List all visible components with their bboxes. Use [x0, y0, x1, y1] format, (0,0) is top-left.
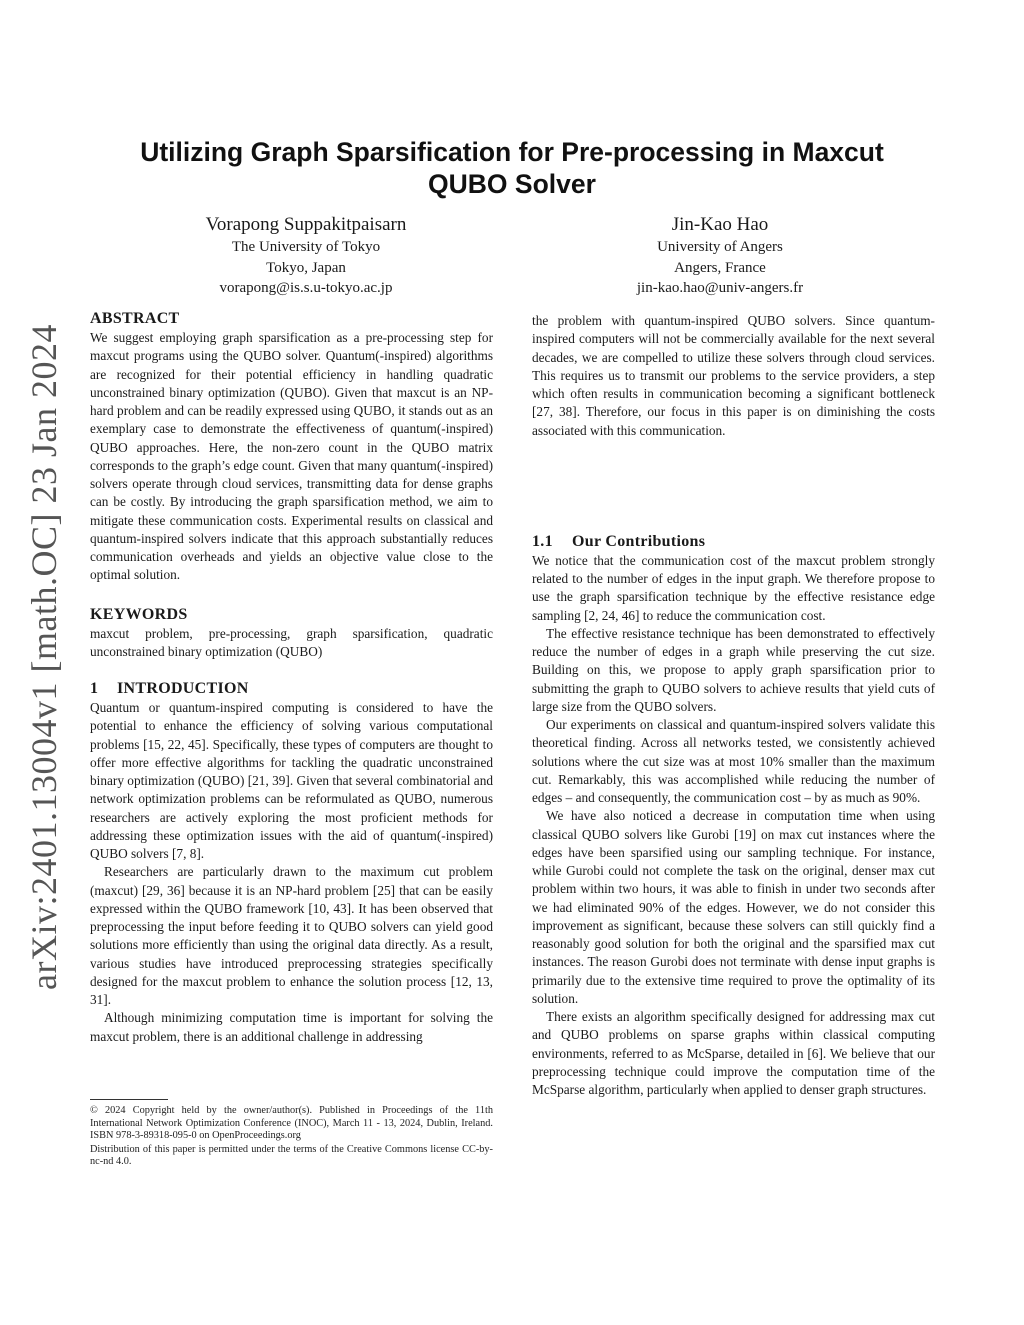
paper-title [100, 136, 924, 200]
section-number: 1.1 [532, 532, 553, 550]
author-location: Tokyo, Japan [266, 259, 346, 276]
paper-title-line-1: Utilizing Graph Sparsification for Pre-processing in Maxcut [140, 137, 884, 167]
footnote-rule [90, 1099, 168, 1100]
keywords-heading: KEYWORDS [90, 605, 188, 623]
section-number: 1 [90, 680, 99, 697]
author-email: jin-kao.hao@univ-angers.fr [636, 280, 804, 296]
author-email: vorapong@is.s.u-tokyo.ac.jp [219, 280, 393, 296]
intro-paragraph: Although minimizing computation time is important for solving the maxcut problem, there is an additional challenge in addressing [90, 1010, 493, 1044]
contributions-paragraph: We notice that the communication cost of the maxcut problem strongly related to the number of edges in the input graph. We therefore propose to use the graph sparsification technique by the effective resistance edge sampling [2, 24, 46] to reduce the communication cost. [532, 552, 935, 623]
contributions-heading [532, 532, 935, 552]
contributions-paragraph: There exists an algorithm specifically designed for addressing max cut and QUBO problems on sparse graphs within classical computing environments, referred to as McSparse, detailed in [6]. We believe that our preprocessing technique could improve the computation time of the McSparse algorithm, particularly when applied to denser graph structures. [532, 1009, 935, 1097]
copyright-notice: © 2024 Copyright held by the owner/author(s). Published in Proceedings of the 11th International Network Optimization Conference (INOC), March 11 - 13, 2024, Dublin, Ireland. ISBN 978-3-89318-095-0 on OpenProceedings.org [90, 1105, 493, 1141]
abstract-text: We suggest employing graph sparsification as a pre-processing step for maxcut programs using the QUBO solver. Quantum(-inspired) algorithms are recognized for their potential efficiency in handling quadratic unconstrained binary optimization (QUBO). Given that maxcut is an NP-hard problem and can be readily expressed using QUBO, it stands out as an exemplary case to demonstrate the effectiveness of quantum(-inspired) QUBO approaches. Here, the non-zero count in the QUBO matrix corresponds to the graph’s edge count. Given that many quantum(-inspired) solvers operate through cloud services, transmitting data for dense graphs can be costly. By introducing the graph sparsification method, we aim to mitigate these communication costs. Experimental results on classical and quantum-inspired solvers indicate that this approach substantially reduces communication overheads and yields an objective value close to the optimal solution. [90, 330, 493, 583]
intro-continuation: the problem with quantum-inspired QUBO solvers. Since quantum-inspired computers will not be commercially available for the next several decades, we are compelled to utilize these solvers through cloud services. This requires us to transmit our problems to the service providers, a step which often results in communication becoming a significant bottleneck [27, 38]. Therefore, our focus in this paper is on diminishing the costs associated with this communication. [532, 313, 935, 438]
author-affiliation: University of Angers [657, 239, 783, 255]
author-name: Jin-Kao Hao [671, 214, 769, 235]
contributions-paragraph: We have also noticed a decrease in computation time when using classical QUBO solvers like Gurobi [19] on max cut instances where the edges have been sparsified using our sampling technique. For instance, while Gurobi could not complete the task on the original, denser max cut problem within two hours, it was able to finish in under two seconds after we had eliminated 90% of the edges. However, we do not consider this improvement as significant, because these solvers can still quickly find a reasonably good solution for both the original and the sparsified max cut instances. The reason Gurobi does not terminate with dense input graphs is primarily due to the extensive time required to prove the optimality of its solution. [532, 808, 935, 1006]
abstract-heading: ABSTRACT [90, 310, 180, 327]
intro-paragraph: Researchers are particularly drawn to the maximum cut problem (maxcut) [29, 36] because it is an NP-hard problem [25] that can be easily expressed within the QUBO framework [10, 43]. It has been observed that preprocessing the input before feeding it to QUBO solvers can yield good solutions more efficiently than using the original data directly. As a result, various studies have introduced preprocessing strategies specifically designed for the maxcut problem to enhance the solution process [12, 13, 31]. [90, 864, 493, 1007]
author-name: Vorapong Suppakitpaisarn [205, 214, 407, 235]
author-block-1 [160, 212, 452, 299]
section-title: INTRODUCTION [117, 680, 249, 697]
arxiv-identifier-stamp: arXiv:2401.13004v1 [math.OC] 23 Jan 2024 [24, 324, 64, 990]
paper-title-line-2: QUBO Solver [428, 169, 596, 199]
keywords-text: maxcut problem, pre-processing, graph sparsification, quadratic unconstrained binary optimization (QUBO) [90, 625, 493, 659]
introduction-heading [90, 679, 493, 699]
section-title: Our Contributions [572, 532, 706, 550]
right-column [532, 312, 935, 1099]
author-location: Angers, France [674, 259, 766, 276]
left-column [90, 309, 493, 1046]
license-notice: Distribution of this paper is permitted under the terms of the Creative Commons license CC-by-nc-nd 4.0. [90, 1143, 493, 1167]
footnote [90, 1099, 493, 1169]
intro-paragraph: Quantum or quantum-inspired computing is considered to have the potential to enhance the efficiency of solving various computational problems [15, 22, 45]. Specifically, these types of computers are thought to offer more effective algorithms for tackling the quadratic unconstrained binary optimization (QUBO) [21, 39]. Given that several combinatorial and network optimization problems can be reformulated as QUBO, numerous researchers are actively exploring the most proficient methods for addressing these optimization issues with the aid of quantum(-inspired) QUBO solvers [7, 8]. [90, 700, 493, 861]
contributions-paragraph: Our experiments on classical and quantum-inspired solvers validate this theoretical finding. Across all networks tested, we consistently achieved solutions where the cut size was at most 10% smaller than the maximum cut. Remarkably, this was accomplished while reducing the number of edges – and consequently, the communication cost – by as much as 90%. [532, 717, 935, 805]
author-block-2 [572, 212, 868, 299]
contributions-paragraph: The effective resistance technique has been demonstrated to effectively reduce the number of edges in a graph while preserving the cut size. Building on this, we propose to apply graph sparsification prior to submitting the graph to QUBO solvers to achieve results that yield cuts of large size from the QUBO solvers. [532, 625, 935, 714]
author-affiliation: The University of Tokyo [231, 239, 381, 255]
